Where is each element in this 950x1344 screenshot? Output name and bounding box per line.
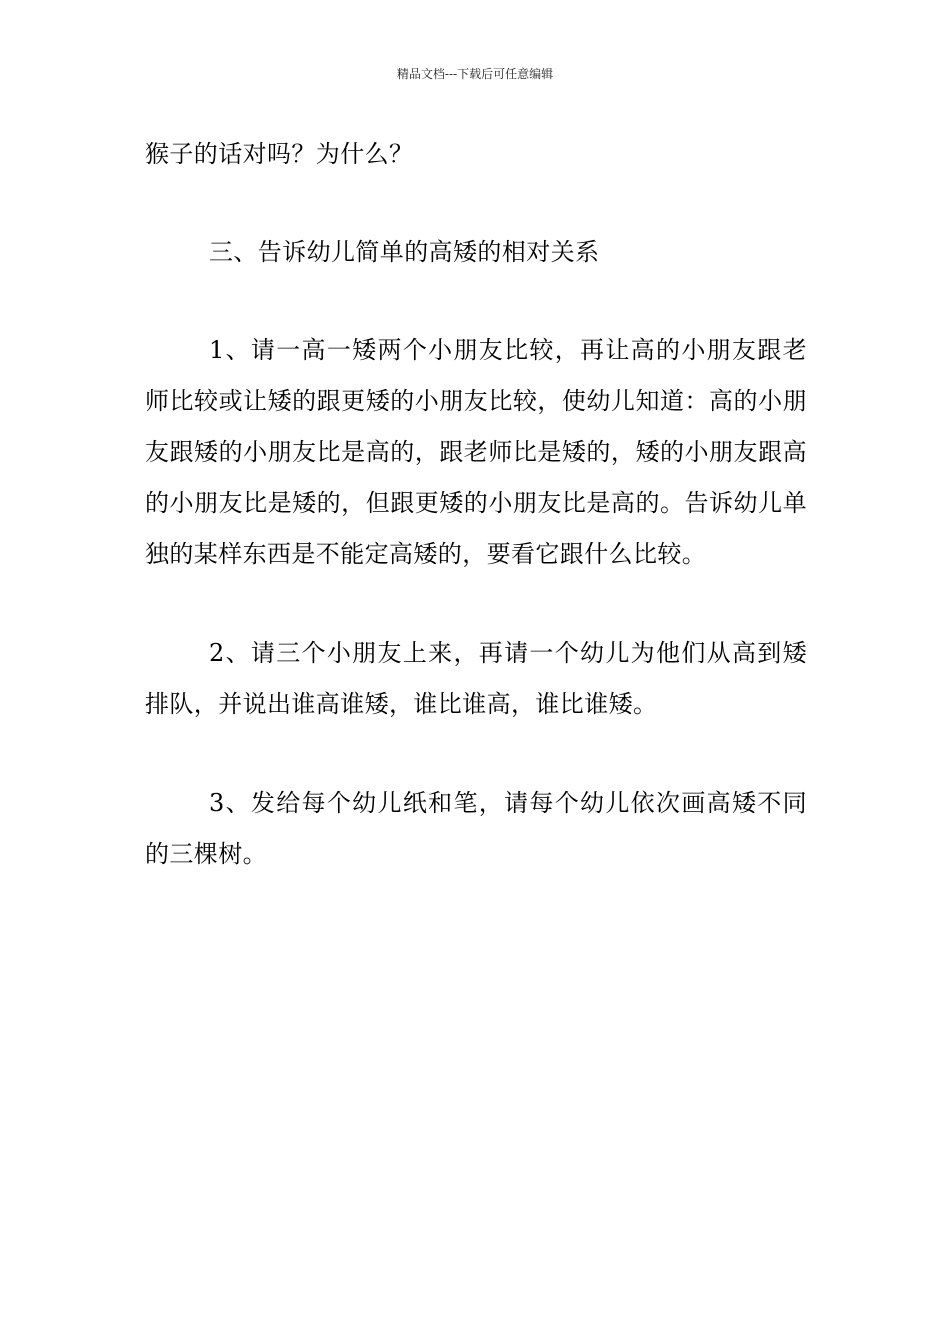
question-line: 猴子的话对吗？为什么？ (145, 140, 414, 168)
document-body (145, 129, 807, 880)
section-heading: 三、告诉幼儿简单的高矮的相对关系 (209, 238, 600, 266)
paragraph-item-3: 3、发给每个幼儿纸和笔，请每个幼儿依次画高矮不同的三棵树。 (145, 789, 807, 868)
paragraph-item-1: 1、请一高一矮两个小朋友比较，再让高的小朋友跟老师比较或让矮的跟更矮的小朋友比较，使幼儿知道：高的小朋友跟矮的小朋友比是高的，跟老师比是矮的，矮的小朋友跟高的小朋友比是矮的，但跟更矮的小朋友比是高的。告诉幼儿单独的某样东西是不能定高矮的，要看它跟什么比较。 (145, 336, 807, 568)
page-header: 精品文档---下载后可任意编辑 (396, 67, 554, 81)
paragraph-item-2: 2、请三个小朋友上来，再请一个幼儿为他们从高到矮排队，并说出谁高谁矮，谁比谁高，谁比谁矮。 (145, 639, 807, 718)
